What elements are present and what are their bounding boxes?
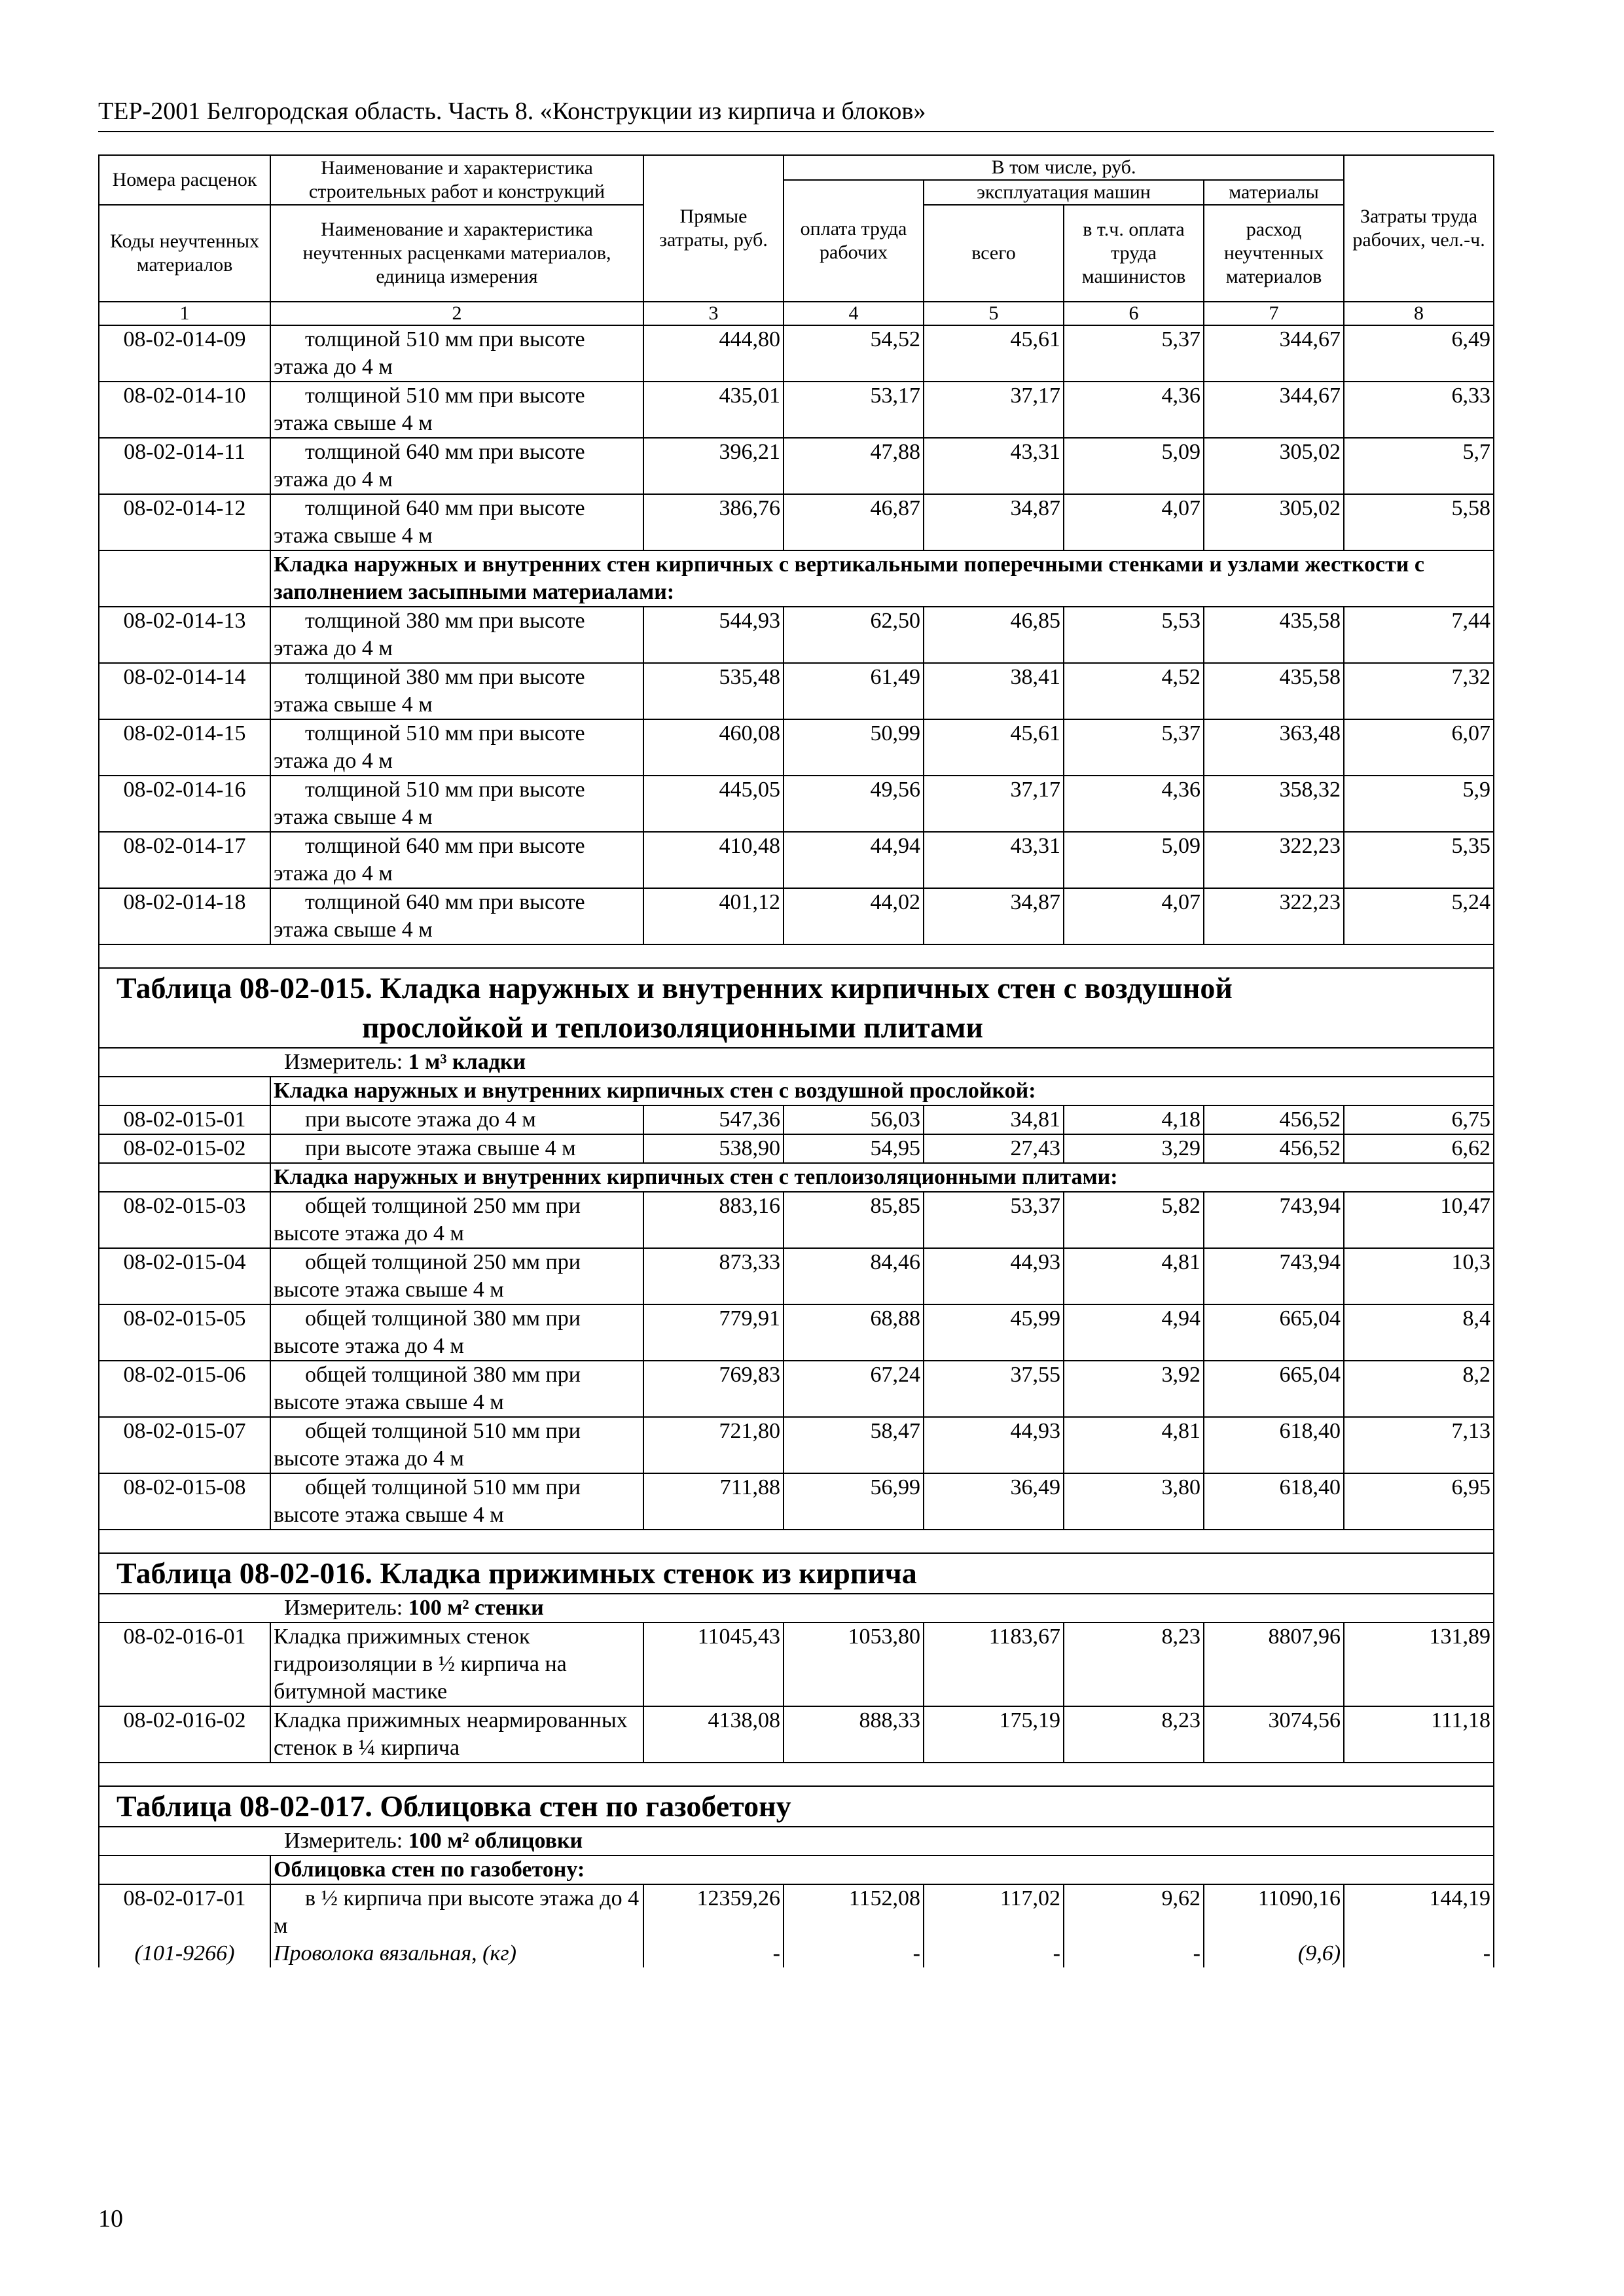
materials-cost: 618,40 [1204,1417,1344,1473]
table-row [99,1134,1494,1163]
column-numbers-row [99,302,1494,325]
rate-code: 08-02-015-02 [99,1134,270,1163]
material-consumption: (9,6) [1204,1940,1344,1967]
labor-wages: 44,94 [784,832,924,888]
machinists-wages: 4,94 [1064,1304,1204,1361]
machinists-wages: 5,09 [1064,438,1204,494]
materials-cost: 344,67 [1204,325,1344,382]
col3-header: Прямые затраты, руб. [643,155,784,302]
labor-hours: 6,49 [1344,325,1494,382]
labor-wages: 46,87 [784,494,924,550]
machines-total: 43,31 [924,832,1064,888]
labor-hours: 7,13 [1344,1417,1494,1473]
rate-name: Кладка прижимных стенок гидроизоляции в ½ кирпича на битумной мастике [270,1623,643,1706]
machinists-wages: 5,37 [1064,325,1204,382]
labor-wages: 61,49 [784,663,924,719]
table-row [99,438,1494,494]
machinists-wages: 3,80 [1064,1473,1204,1530]
col2-header-bottom: Наименование и характеристика неучтенных расценками материалов, единица измерения [270,205,643,302]
labor-wages: 50,99 [784,719,924,776]
rate-code: 08-02-016-02 [99,1706,270,1763]
rate-code: 08-02-015-06 [99,1361,270,1417]
machinists-wages: 4,81 [1064,1248,1204,1304]
machines-total: 37,17 [924,776,1064,832]
col-number: 5 [924,302,1064,325]
labor-hours: 5,35 [1344,832,1494,888]
labor-wages: - [784,1940,924,1967]
rate-name: толщиной 380 мм при высоте этажа свыше 4 м [274,665,585,717]
table-title: Таблица 08-02-016. Кладка прижимных стенок из кирпича [117,1556,917,1590]
direct-costs: 873,33 [643,1248,784,1304]
col4-header: оплата труда рабочих [784,180,924,302]
table-title: Таблица 08-02-017. Облицовка стен по газобетону [117,1789,791,1823]
machinists-wages: 4,36 [1064,776,1204,832]
measure-unit [102,1594,1490,1622]
rate-code: 08-02-014-13 [99,607,270,663]
col7-header: расход неучтенных материалов [1204,205,1344,302]
col-number: 3 [643,302,784,325]
col1-header-bottom: Коды неучтенных материалов [99,205,270,302]
table-row [99,1706,1494,1763]
table-row [99,1248,1494,1304]
rate-code: 08-02-014-17 [99,832,270,888]
machines-total: 1183,67 [924,1623,1064,1706]
direct-costs: 444,80 [643,325,784,382]
machines-total: 44,93 [924,1417,1064,1473]
labor-wages: 67,24 [784,1361,924,1417]
section-title: Кладка наружных и внутренних кирпичных стен с теплоизоляционными плитами: [270,1163,1494,1192]
labor-hours: 10,47 [1344,1192,1494,1248]
direct-costs: 435,01 [643,382,784,438]
labor-wages: 1152,08 [784,1884,924,1940]
document-header-title: ТЕР-2001 Белгородская область. Часть 8. «Конструкции из кирпича и блоков» [98,98,926,125]
rate-code: 08-02-015-03 [99,1192,270,1248]
rate-name: общей толщиной 250 мм при высоте этажа до 4 м [274,1194,581,1246]
table-row [99,382,1494,438]
direct-costs: 711,88 [643,1473,784,1530]
materials-cost: 456,52 [1204,1134,1344,1163]
machinists-wages: 4,18 [1064,1105,1204,1134]
table-row [99,1623,1494,1706]
rate-name: толщиной 640 мм при высоте этажа свыше 4 м [274,496,585,548]
machines-total: 53,37 [924,1192,1064,1248]
table-row [99,494,1494,550]
measure-label: Измеритель: [284,1829,403,1853]
rate-code: 08-02-015-05 [99,1304,270,1361]
table-row [99,325,1494,382]
direct-costs: 12359,26 [643,1884,784,1940]
section-header-row [99,550,1494,607]
table-row [99,1473,1494,1530]
labor-wages: 1053,80 [784,1623,924,1706]
table-row [99,1361,1494,1417]
machines-total: 175,19 [924,1706,1064,1763]
direct-costs: 401,12 [643,888,784,944]
direct-costs: 721,80 [643,1417,784,1473]
rate-code: 08-02-014-11 [99,438,270,494]
col-number: 6 [1064,302,1204,325]
labor-hours: 6,62 [1344,1134,1494,1163]
col-number: 1 [99,302,270,325]
machinists-wages: 4,81 [1064,1417,1204,1473]
labor-hours: 7,32 [1344,663,1494,719]
page-number: 10 [98,2205,123,2233]
rate-name: Кладка прижимных неармированных стенок в ¼ кирпича [270,1706,643,1763]
header-divider [98,131,1494,132]
rate-code: 08-02-014-14 [99,663,270,719]
machinists-wages: 3,92 [1064,1361,1204,1417]
machines-total: 45,61 [924,719,1064,776]
direct-costs: 460,08 [643,719,784,776]
labor-hours: 6,07 [1344,719,1494,776]
rate-name: общей толщиной 510 мм при высоте этажа до 4 м [274,1419,581,1471]
group-including-header: В том числе, руб. [784,155,1344,180]
section-title: Облицовка стен по газобетону: [270,1856,1494,1884]
rate-name: при высоте этажа до 4 м [305,1107,536,1132]
labor-hours: 5,9 [1344,776,1494,832]
table-row [99,832,1494,888]
materials-cost: 456,52 [1204,1105,1344,1134]
rate-code: 08-02-014-15 [99,719,270,776]
materials-cost: 363,48 [1204,719,1344,776]
rate-name: общей толщиной 510 мм при высоте этажа свыше 4 м [274,1475,581,1527]
labor-hours: 111,18 [1344,1706,1494,1763]
direct-costs: 396,21 [643,438,784,494]
direct-costs: 769,83 [643,1361,784,1417]
table-row [99,1304,1494,1361]
machinists-wages: 4,52 [1064,663,1204,719]
machines-total: 117,02 [924,1884,1064,1940]
group-materials-header: материалы [1204,180,1344,205]
rate-code: 08-02-015-01 [99,1105,270,1134]
rate-code: 08-02-017-01 [99,1884,270,1940]
machines-total: - [924,1940,1064,1967]
labor-wages: 44,02 [784,888,924,944]
header-row-1 [99,155,1494,180]
labor-wages: 56,03 [784,1105,924,1134]
labor-hours: 8,4 [1344,1304,1494,1361]
measure-value: 100 м² стенки [408,1596,544,1620]
materials-cost: 322,23 [1204,832,1344,888]
rate-code: 08-02-016-01 [99,1623,270,1706]
col-number: 8 [1344,302,1494,325]
machinists-wages: 3,29 [1064,1134,1204,1163]
direct-costs: 544,93 [643,607,784,663]
machinists-wages: 5,09 [1064,832,1204,888]
section-header-row [99,1856,1494,1884]
direct-costs: 386,76 [643,494,784,550]
machines-total: 45,61 [924,325,1064,382]
machines-total: 27,43 [924,1134,1064,1163]
table-row [99,1884,1494,1940]
rate-name: общей толщиной 380 мм при высоте этажа свыше 4 м [274,1363,581,1414]
labor-hours: 6,33 [1344,382,1494,438]
materials-cost: 11090,16 [1204,1884,1344,1940]
machinists-wages: 5,53 [1064,607,1204,663]
rate-code: 08-02-015-07 [99,1417,270,1473]
materials-cost: 305,02 [1204,494,1344,550]
rate-name: толщиной 640 мм при высоте этажа до 4 м [274,440,585,492]
labor-hours: 8,2 [1344,1361,1494,1417]
col-number: 2 [270,302,643,325]
materials-cost: 743,94 [1204,1192,1344,1248]
table-title [102,969,1490,1047]
section-title: Кладка наружных и внутренних стен кирпичных с вертикальными поперечными стенками и узлами жесткости с заполнением засыпными материалами: [270,550,1494,607]
labor-hours: - [1344,1940,1494,1967]
labor-hours: 5,24 [1344,888,1494,944]
rate-name: общей толщиной 250 мм при высоте этажа свыше 4 м [274,1250,581,1302]
machines-total: 37,55 [924,1361,1064,1417]
labor-hours: 10,3 [1344,1248,1494,1304]
rate-name: в ½ кирпича при высоте этажа до 4 м [274,1886,640,1938]
machines-total: 43,31 [924,438,1064,494]
materials-cost: 435,58 [1204,663,1344,719]
direct-costs: 883,16 [643,1192,784,1248]
table-row [99,888,1494,944]
labor-wages: 54,52 [784,325,924,382]
rate-code: 08-02-014-10 [99,382,270,438]
machinists-wages: 9,62 [1064,1884,1204,1940]
labor-wages: 53,17 [784,382,924,438]
table-row [99,719,1494,776]
machinists-wages: 8,23 [1064,1623,1204,1706]
materials-cost: 435,58 [1204,607,1344,663]
col8-header: Затраты труда рабочих, чел.-ч. [1344,155,1494,302]
labor-wages: 68,88 [784,1304,924,1361]
measure-unit [102,1827,1490,1855]
section-title: Кладка наружных и внутренних кирпичных стен с воздушной прослойкой: [270,1077,1494,1105]
measure-label: Измеритель: [284,1596,403,1620]
machines-total: 37,17 [924,382,1064,438]
materials-cost: 322,23 [1204,888,1344,944]
table-title-line-2: прослойкой и теплоизоляционными плитами [362,1011,983,1044]
direct-costs: 535,48 [643,663,784,719]
col5-header: всего [924,205,1064,302]
rate-code: 08-02-015-08 [99,1473,270,1530]
measure-value: 100 м² облицовки [408,1829,583,1853]
labor-wages: 888,33 [784,1706,924,1763]
material-row [99,1940,1494,1967]
col6-header: в т.ч. оплата труда машинистов [1064,205,1204,302]
table-row [99,1417,1494,1473]
materials-cost: 344,67 [1204,382,1344,438]
rate-name: толщиной 510 мм при высоте этажа до 4 м [274,721,585,773]
rate-code: 08-02-014-16 [99,776,270,832]
machinists-wages: - [1064,1940,1204,1967]
labor-wages: 62,50 [784,607,924,663]
labor-wages: 54,95 [784,1134,924,1163]
machinists-wages: 4,36 [1064,382,1204,438]
table-row [99,607,1494,663]
rate-name: толщиной 640 мм при высоте этажа до 4 м [274,834,585,886]
materials-cost: 665,04 [1204,1304,1344,1361]
machinists-wages: 5,82 [1064,1192,1204,1248]
material-code: (101-9266) [99,1940,270,1967]
table-row [99,1192,1494,1248]
rate-name: толщиной 510 мм при высоте этажа до 4 м [274,327,585,379]
materials-cost: 305,02 [1204,438,1344,494]
group-machines-header: эксплуатация машин [924,180,1204,205]
rates-table [98,154,1494,1967]
labor-hours: 6,75 [1344,1105,1494,1134]
table-row [99,1105,1494,1134]
rate-code: 08-02-014-12 [99,494,270,550]
direct-costs: - [643,1940,784,1967]
measure-value: 1 м³ кладки [408,1050,526,1074]
material-name: Проволока вязальная, (кг) [270,1940,643,1967]
rate-name: общей толщиной 380 мм при высоте этажа до 4 м [274,1306,581,1358]
direct-costs: 11045,43 [643,1623,784,1706]
materials-cost: 665,04 [1204,1361,1344,1417]
labor-wages: 84,46 [784,1248,924,1304]
rate-name: толщиной 510 мм при высоте этажа свыше 4 м [274,778,585,829]
direct-costs: 547,36 [643,1105,784,1134]
labor-wages: 56,99 [784,1473,924,1530]
col-number: 4 [784,302,924,325]
direct-costs: 445,05 [643,776,784,832]
rate-name: толщиной 640 мм при высоте этажа свыше 4 м [274,890,585,942]
labor-hours: 7,44 [1344,607,1494,663]
direct-costs: 4138,08 [643,1706,784,1763]
rate-name: при высоте этажа свыше 4 м [305,1136,576,1160]
section-header-row [99,1163,1494,1192]
machines-total: 44,93 [924,1248,1064,1304]
direct-costs: 779,91 [643,1304,784,1361]
materials-cost: 8807,96 [1204,1623,1344,1706]
machines-total: 34,87 [924,888,1064,944]
machines-total: 34,81 [924,1105,1064,1134]
table-title-line-1: Таблица 08-02-015. Кладка наружных и внутренних кирпичных стен с воздушной [117,971,1233,1005]
labor-hours: 5,58 [1344,494,1494,550]
labor-hours: 131,89 [1344,1623,1494,1706]
machines-total: 36,49 [924,1473,1064,1530]
machinists-wages: 4,07 [1064,494,1204,550]
rate-name: толщиной 380 мм при высоте этажа до 4 м [274,609,585,660]
col1-header-top: Номера расценок [99,155,270,205]
labor-wages: 49,56 [784,776,924,832]
rate-code: 08-02-015-04 [99,1248,270,1304]
machines-total: 34,87 [924,494,1064,550]
labor-wages: 85,85 [784,1192,924,1248]
machines-total: 46,85 [924,607,1064,663]
labor-wages: 47,88 [784,438,924,494]
materials-cost: 743,94 [1204,1248,1344,1304]
rate-code: 08-02-014-09 [99,325,270,382]
materials-cost: 3074,56 [1204,1706,1344,1763]
labor-wages: 58,47 [784,1417,924,1473]
direct-costs: 410,48 [643,832,784,888]
section-header-row [99,1077,1494,1105]
rate-code: 08-02-014-18 [99,888,270,944]
machinists-wages: 4,07 [1064,888,1204,944]
labor-hours: 6,95 [1344,1473,1494,1530]
materials-cost: 358,32 [1204,776,1344,832]
table-row [99,776,1494,832]
col2-header-top: Наименование и характеристика строительных работ и конструкций [270,155,643,205]
measure-label: Измеритель: [284,1050,403,1074]
col-number: 7 [1204,302,1344,325]
machines-total: 38,41 [924,663,1064,719]
materials-cost: 618,40 [1204,1473,1344,1530]
measure-unit [102,1049,1490,1076]
table-row [99,663,1494,719]
machines-total: 45,99 [924,1304,1064,1361]
rate-name: толщиной 510 мм при высоте этажа свыше 4 м [274,384,585,435]
direct-costs: 538,90 [643,1134,784,1163]
labor-hours: 5,7 [1344,438,1494,494]
labor-hours: 144,19 [1344,1884,1494,1940]
machinists-wages: 5,37 [1064,719,1204,776]
machinists-wages: 8,23 [1064,1706,1204,1763]
